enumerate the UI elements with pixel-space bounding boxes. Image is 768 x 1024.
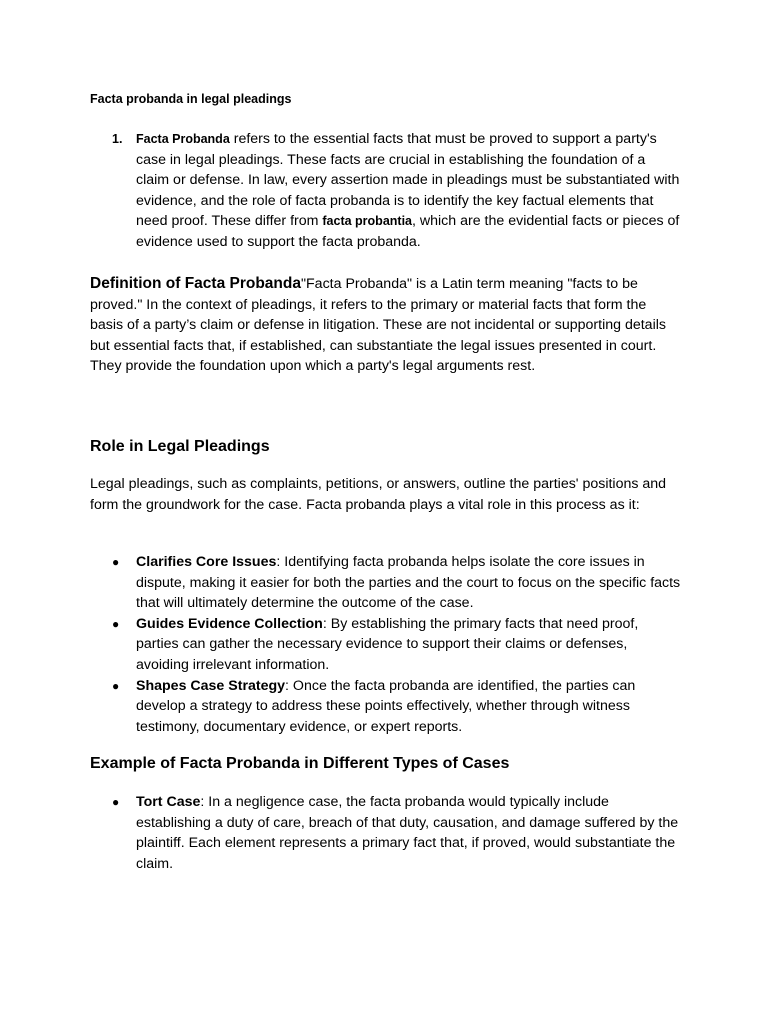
list-item: [90, 676, 682, 738]
bullet-glyph: ●: [112, 555, 120, 569]
list-number: 1.: [112, 132, 123, 146]
role-intro: Legal pleadings, such as complaints, petitions, or answers, outline the parties' positions and form the groundwork for the case. Facta probanda plays a vital role in this process as it:: [90, 476, 667, 513]
item-text-a: refers to the essential facts that must be proved to support a party's case in legal pleadings. These facts are crucial in establishing the foundation of a claim or defense. In law, every assertion made in pleadings must be substantiated with evidence, and the role of facta probanda is to identify the key factual elements that need proof. These differ from: [136, 131, 680, 230]
numbered-list: [90, 129, 680, 253]
bullet-text: : By establishing the primary facts that need proof, parties can gather the necessary evidence to support their claims or defenses, avoiding irrelevant information.: [136, 615, 639, 673]
numbered-item: [90, 129, 680, 253]
list-item: [90, 552, 682, 614]
definition-body: "Facta Probanda" is a Latin term meaning "facts to be proved." In the context of pleadings, it refers to the primary or material facts that form the basis of a party’s claim or defense in litigation. These are not incidental or supporting details but essential facts that, if established, can substantiate the legal issues presented in court. They provide the foundation upon which a party's legal arguments rest.: [90, 276, 666, 375]
term-facta-probantia: facta probantia: [322, 214, 412, 229]
bullet-glyph: ●: [112, 616, 120, 631]
bullet-text: : Once the facta probanda are identified, the parties can develop a strategy to address these points effectively, whether through witness testimony, documentary evidence, or expert reports.: [136, 677, 636, 735]
definition-lead: Definition of Facta Probanda: [90, 275, 301, 292]
example-bullet-list: [90, 792, 682, 874]
bullet-term: Shapes Case Strategy: [136, 677, 286, 694]
list-item: [90, 792, 682, 874]
role-heading: Role in Legal Pleadings: [90, 438, 270, 455]
bullet-glyph: ●: [112, 795, 120, 809]
role-bullet-list: [90, 552, 682, 737]
document-title: Facta probanda in legal pleadings: [90, 92, 292, 106]
example-heading: Example of Facta Probanda in Different Types of Cases: [90, 755, 510, 772]
item-text-b: , which are the evidential facts or pieces of evidence used to support the facta probanda.: [136, 213, 680, 250]
bullet-text: : In a negligence case, the facta probanda would typically include establishing a duty of care, breach of that duty, causation, and damage suffered by the plaintiff. Each element represents a primary fact that, if proved, would substantiate the claim.: [136, 794, 679, 872]
term-facta-probanda: Facta Probanda: [136, 132, 230, 146]
bullet-term: Tort Case: [136, 794, 201, 810]
list-item: [90, 614, 682, 676]
bullet-text: : Identifying facta probanda helps isolate the core issues in dispute, making it easier for both the parties and the court to focus on the specific facts that will ultimately determine the outcome of the case.: [136, 554, 681, 612]
bullet-term: Clarifies Core Issues: [136, 554, 277, 570]
definition-paragraph: [90, 274, 682, 377]
bullet-term: Guides Evidence Collection: [136, 615, 323, 632]
bullet-glyph: ●: [112, 678, 120, 693]
